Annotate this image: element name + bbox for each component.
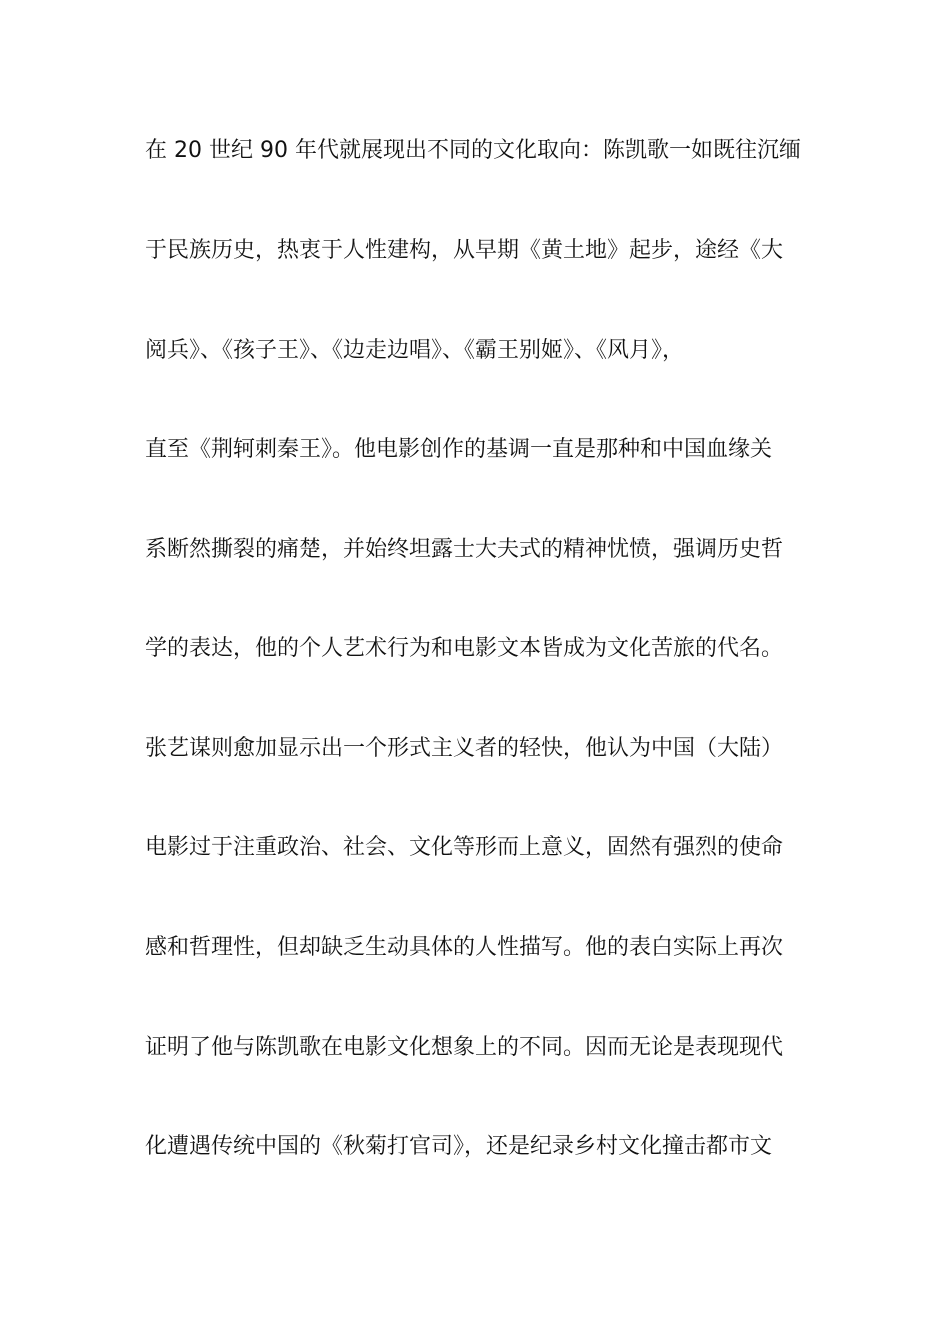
text-line: 电影过于注重政治、社会、文化等形而上意义，固然有强烈的使命 bbox=[145, 835, 784, 860]
text-line: 系断然撕裂的痛楚，并始终坦露士大夫式的精神忧愤，强调历史哲 bbox=[145, 537, 784, 562]
text-line: 感和哲理性，但却缺乏生动具体的人性描写。他的表白实际上再次 bbox=[145, 935, 784, 960]
text-line: 于民族历史，热衷于人性建构，从早期《黄土地》起步，途经《大 bbox=[145, 238, 784, 263]
text-line: 张艺谋则愈加显示出一个形式主义者的轻快，他认为中国（大陆） bbox=[145, 736, 784, 761]
text-line: 化遭遇传统中国的《秋菊打官司》，还是纪录乡村文化撞击都市文 bbox=[145, 1134, 773, 1159]
text-line: 阅兵》、《孩子王》、《边走边唱》、《霸王别姬》、《风月》， bbox=[145, 338, 685, 363]
text-line: 在 20 世纪 90 年代就展现出不同的文化取向：陈凯歌一如既往沉缅 bbox=[145, 138, 801, 163]
text-line: 直至《荆轲刺秦王》。他电影创作的基调一直是那种和中国血缘关 bbox=[145, 437, 773, 462]
text-line: 证明了他与陈凯歌在电影文化想象上的不同。因而无论是表现现代 bbox=[145, 1035, 784, 1060]
text-line: 学的表达，他的个人艺术行为和电影文本皆成为文化苦旅的代名。 bbox=[145, 636, 784, 661]
